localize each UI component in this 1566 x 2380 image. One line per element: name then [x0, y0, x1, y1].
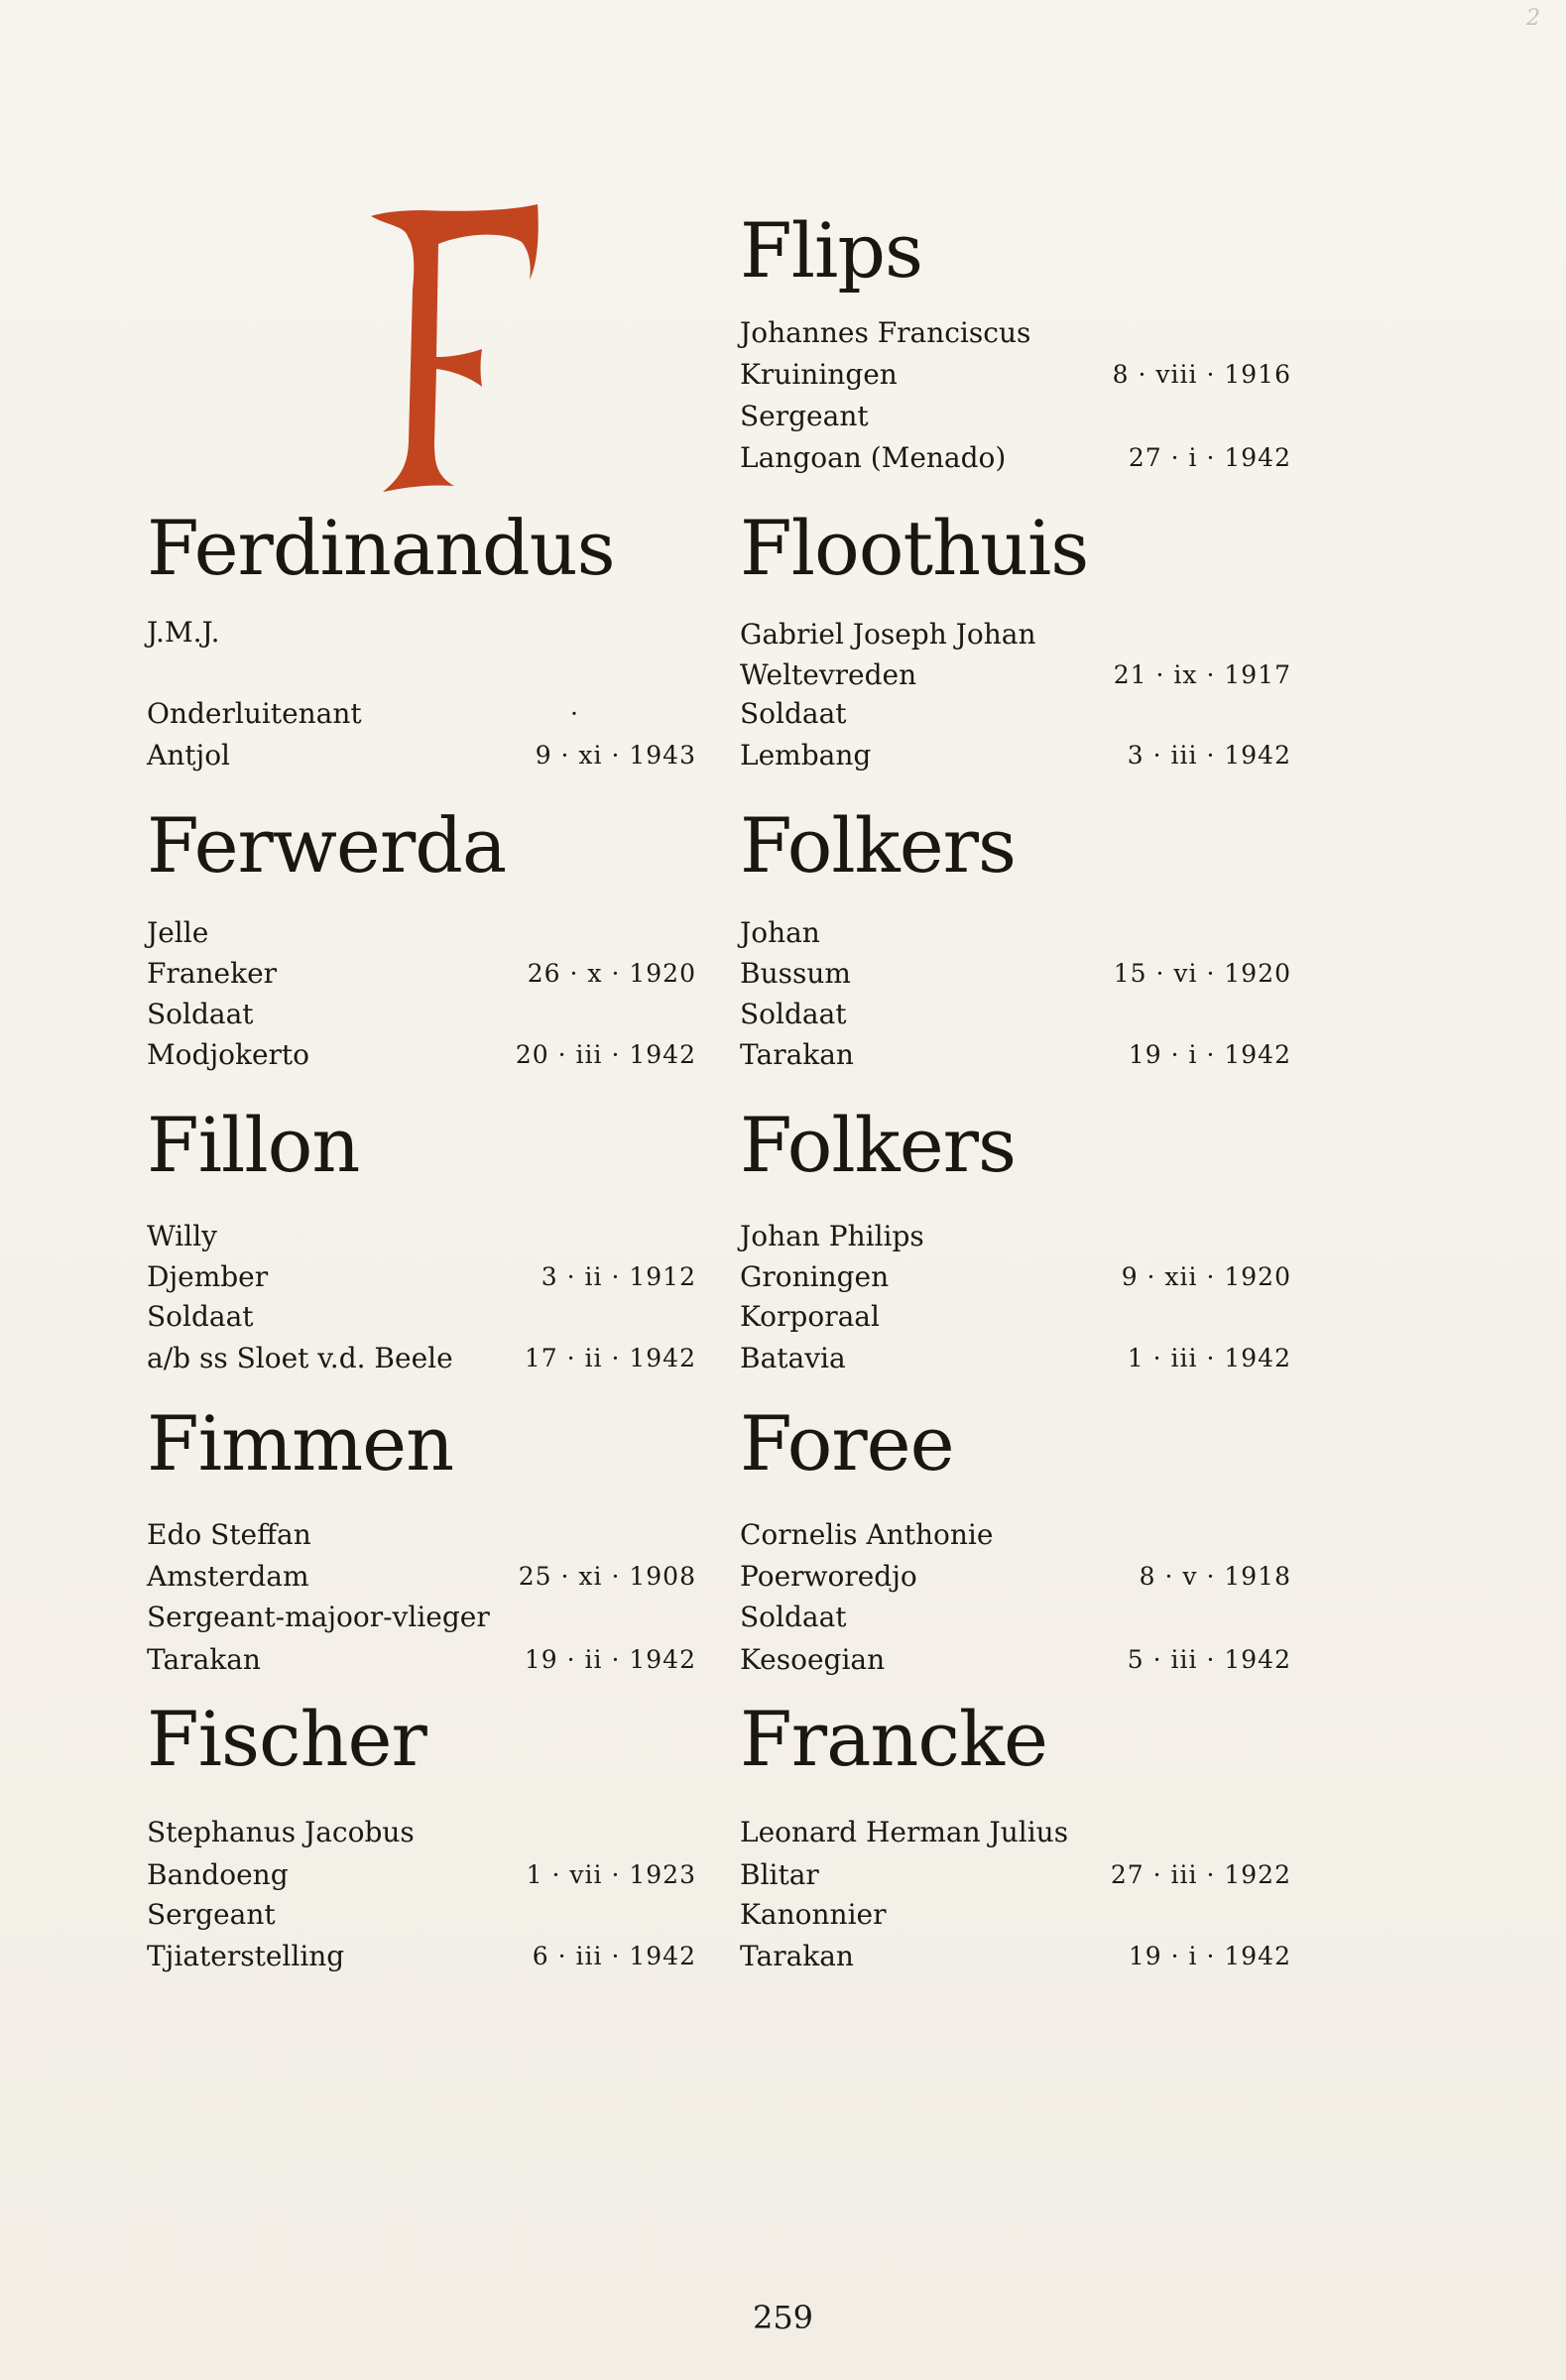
- surname: Ferwerda: [147, 801, 507, 890]
- rank: Soldaat: [740, 697, 847, 730]
- death-line: [740, 1640, 1291, 1680]
- given-names: Edo Steffan: [147, 1518, 311, 1551]
- surname: Folkers: [740, 801, 1016, 890]
- rank-line: [740, 397, 1291, 436]
- death-place: a/b ss Sloet v.d. Beele: [147, 1342, 453, 1374]
- illuminated-initial-f: [363, 194, 542, 502]
- death-line: [740, 1339, 1291, 1378]
- surname: Ferdinandus: [147, 504, 615, 592]
- death-line: [147, 1640, 696, 1680]
- rank: Soldaat: [740, 998, 847, 1030]
- death-line: [147, 736, 696, 775]
- rank-line: [147, 1297, 696, 1337]
- given-names-line: [740, 313, 1291, 353]
- birth-line: [740, 954, 1291, 994]
- death-place: Antjol: [147, 739, 230, 772]
- birthplace: Groningen: [740, 1260, 890, 1293]
- birth-line: [147, 1257, 696, 1297]
- birth-date: 15 · vi · 1920: [1113, 959, 1291, 988]
- rank: Sergeant: [147, 1898, 276, 1931]
- given-names: Johan: [740, 916, 820, 949]
- given-names: Johan Philips: [740, 1220, 924, 1252]
- death-place: Langoan (Menado): [740, 441, 1007, 474]
- birth-line: [147, 1855, 696, 1895]
- rank-line: [147, 1598, 696, 1637]
- death-place: Tarakan: [147, 1643, 261, 1676]
- birthplace: Weltevreden: [740, 658, 917, 691]
- death-date: 27 · i · 1942: [1128, 443, 1291, 472]
- initial-f-glyph: [363, 194, 542, 502]
- birth-line: [740, 1257, 1291, 1297]
- birth-date: 8 · v · 1918: [1139, 1562, 1291, 1591]
- birthplace: Franeker: [147, 957, 278, 990]
- death-place: Tarakan: [740, 1038, 854, 1071]
- birth-date: 9 · xii · 1920: [1121, 1262, 1291, 1291]
- surname: Fimmen: [147, 1399, 454, 1488]
- given-names-line: [740, 913, 1291, 953]
- given-names-line: [147, 1515, 696, 1555]
- surname: Flips: [740, 206, 922, 295]
- rank-line: [147, 1895, 696, 1935]
- rank-line: [740, 1297, 1291, 1337]
- given-names-line: [740, 1813, 1291, 1852]
- birth-date: 25 · xi · 1908: [518, 1562, 696, 1591]
- given-names: Jelle: [147, 916, 209, 949]
- birthplace: Djember: [147, 1260, 269, 1293]
- birth-date: 27 · iii · 1922: [1110, 1860, 1291, 1889]
- rank-mark: ·: [570, 699, 579, 728]
- death-place: Tjiaterstelling: [147, 1940, 345, 1972]
- given-names-line: [147, 1217, 696, 1256]
- surname: Floothuis: [740, 504, 1089, 592]
- death-place: Batavia: [740, 1342, 846, 1374]
- birthplace: Bussum: [740, 957, 851, 990]
- birthplace: Bandoeng: [147, 1858, 289, 1891]
- birth-line: [740, 655, 1291, 695]
- given-names: Johannes Franciscus: [740, 316, 1031, 349]
- rank-line: [740, 694, 1291, 734]
- death-place: Tarakan: [740, 1940, 854, 1972]
- death-date: 5 · iii · 1942: [1127, 1645, 1291, 1674]
- given-names-line: [740, 1515, 1291, 1555]
- given-names-line: [147, 1813, 696, 1852]
- death-line: [740, 1937, 1291, 1976]
- birth-line: [147, 1557, 696, 1597]
- rank: Sergeant: [740, 400, 869, 432]
- rank: Soldaat: [147, 1300, 254, 1333]
- birth-line: [740, 355, 1291, 395]
- birth-line: [740, 1557, 1291, 1597]
- death-date: 19 · ii · 1942: [524, 1645, 696, 1674]
- birth-date: 21 · ix · 1917: [1113, 660, 1291, 689]
- given-names: J.M.J.: [147, 616, 220, 649]
- birthplace: Kruiningen: [740, 358, 898, 391]
- death-date: 9 · xi · 1943: [535, 741, 696, 770]
- page-number: 259: [752, 2299, 814, 2336]
- rank: Soldaat: [740, 1601, 847, 1633]
- death-line: [147, 1937, 696, 1976]
- death-line: [147, 1035, 696, 1075]
- given-names-line: [147, 913, 696, 953]
- surname: Foree: [740, 1399, 954, 1488]
- birth-line: [147, 954, 696, 994]
- given-names: Gabriel Joseph Johan: [740, 618, 1036, 651]
- rank: Soldaat: [147, 998, 254, 1030]
- death-date: 3 · iii · 1942: [1127, 741, 1291, 770]
- death-line: [740, 736, 1291, 775]
- rank: Onderluitenant: [147, 697, 362, 730]
- birthplace: Poerworedjo: [740, 1560, 917, 1593]
- death-place: Modjokerto: [147, 1038, 310, 1071]
- surname: Fischer: [147, 1695, 426, 1783]
- given-names: Willy: [147, 1220, 217, 1252]
- rank: Korporaal: [740, 1300, 880, 1333]
- birth-date: 26 · x · 1920: [527, 959, 696, 988]
- given-names-line: [147, 613, 696, 653]
- birthplace: Amsterdam: [147, 1560, 309, 1593]
- death-place: Lembang: [740, 739, 872, 772]
- birth-date: 1 · vii · 1923: [526, 1860, 696, 1889]
- rank-line: [740, 1598, 1291, 1637]
- birth-date: 3 · ii · 1912: [541, 1262, 696, 1291]
- death-line: [147, 1339, 696, 1378]
- rank-line: [740, 995, 1291, 1034]
- death-date: 1 · iii · 1942: [1127, 1344, 1291, 1372]
- given-names-line: [740, 615, 1291, 654]
- death-date: 19 · i · 1942: [1128, 1942, 1291, 1970]
- pencil-page-mark: 2: [1526, 6, 1540, 31]
- surname: Folkers: [740, 1101, 1016, 1189]
- rank-line: [740, 1895, 1291, 1935]
- birth-line: [740, 1855, 1291, 1895]
- birthplace: Blitar: [740, 1858, 819, 1891]
- given-names-line: [740, 1217, 1291, 1256]
- death-date: 19 · i · 1942: [1128, 1040, 1291, 1069]
- death-place: Kesoegian: [740, 1643, 886, 1676]
- rank-line: [147, 694, 696, 734]
- initial-f-stroke: [371, 204, 539, 492]
- rank: Sergeant-majoor-vlieger: [147, 1601, 490, 1633]
- surname: Fillon: [147, 1101, 360, 1189]
- rank: Kanonnier: [740, 1898, 887, 1931]
- given-names: Stephanus Jacobus: [147, 1816, 415, 1848]
- given-names: Leonard Herman Julius: [740, 1816, 1069, 1848]
- death-date: 20 · iii · 1942: [515, 1040, 696, 1069]
- death-line: [740, 1035, 1291, 1075]
- death-line: [740, 438, 1291, 478]
- rank-line: [147, 995, 696, 1034]
- given-names: Cornelis Anthonie: [740, 1518, 994, 1551]
- birth-date: 8 · viii · 1916: [1112, 360, 1291, 389]
- death-date: 6 · iii · 1942: [532, 1942, 696, 1970]
- death-date: 17 · ii · 1942: [524, 1344, 696, 1372]
- surname: Francke: [740, 1695, 1047, 1783]
